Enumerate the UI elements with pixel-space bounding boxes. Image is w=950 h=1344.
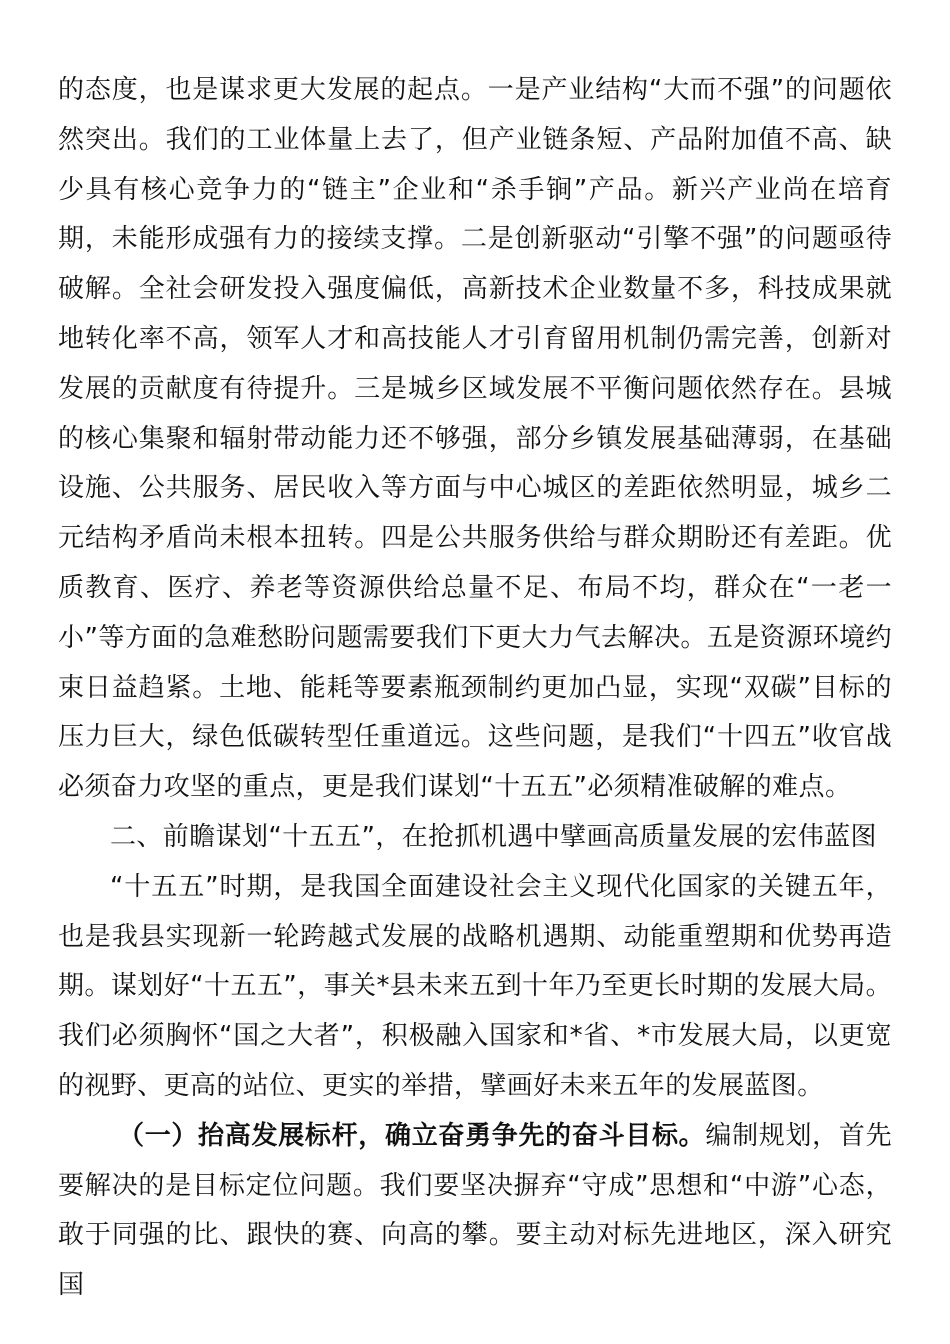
- section-heading: 二、前瞻谋划“十五五”，在抢抓机遇中擘画高质量发展的宏伟蓝图: [110, 821, 877, 852]
- body-paragraph: 的态度，也是谋求更大发展的起点。一是产业结构“大而不强”的问题依然突出。我们的工业体量上去了，但产业链条短、产品附加值不高、缺少具有核心竞争力的“链主”企业和“杀手锏”产品。新兴产业尚在培育期，未能形成强有力的接续支撑。二是创新驱动“引擎不强”的问题亟待破解。全社会研发投入强度偏低，高新技术企业数量不多，科技成果就地转化率不高，领军人才和高技能人才引育留用机制仍需完善，创新对发展的贡献度有待提升。三是城乡区域发展不平衡问题依然存在。县城的核心集聚和辐射带动能力还不够强，部分乡镇发展基础薄弱，在基础设施、公共服务、居民收入等方面与中心城区的差距依然明显，城乡二元结构矛盾尚未根本扭转。四是公共服务供给与群众期盼还有差距。优质教育、医疗、养老等资源供给总量不足、布局不均，群众在“一老一小”等方面的急难愁盼问题需要我们下更大力气去解决。五是资源环境约束日益趋紧。土地、能耗等要素瓶颈制约更加凸显，实现“双碳”目标的压力巨大，绿色低碳转型任重道远。这些问题，是我们“十四五”收官战必须奋力攻坚的重点，更是我们谋划“十五五”必须精准破解的难点。: [58, 75, 892, 803]
- subsection-heading: （一）抬高发展标杆，确立奋勇争先的奋斗目标。: [118, 1120, 706, 1151]
- document-page: [58, 66, 892, 1311]
- body-paragraph: [58, 1112, 892, 1311]
- paragraph-text: 编制规划，首先要解决的是目标定位问题。我们要坚决摒弃“守成”思想和“中游”心态，敢于同强的比、跟快的赛、向高的攀。要主动对标先进地区，深入研究国: [58, 1120, 892, 1301]
- body-paragraph: “十五五”时期，是我国全面建设社会主义现代化国家的关键五年，也是我县实现新一轮跨越式发展的战略机遇期、动能重塑期和优势再造期。谋划好“十五五”，事关*县未来五到十年乃至更长时期的发展大局。我们必须胸怀“国之大者”，积极融入国家和*省、*市发展大局，以更宽的视野、更高的站位、更实的举措，擘画好未来五年的发展蓝图。: [58, 871, 892, 1101]
